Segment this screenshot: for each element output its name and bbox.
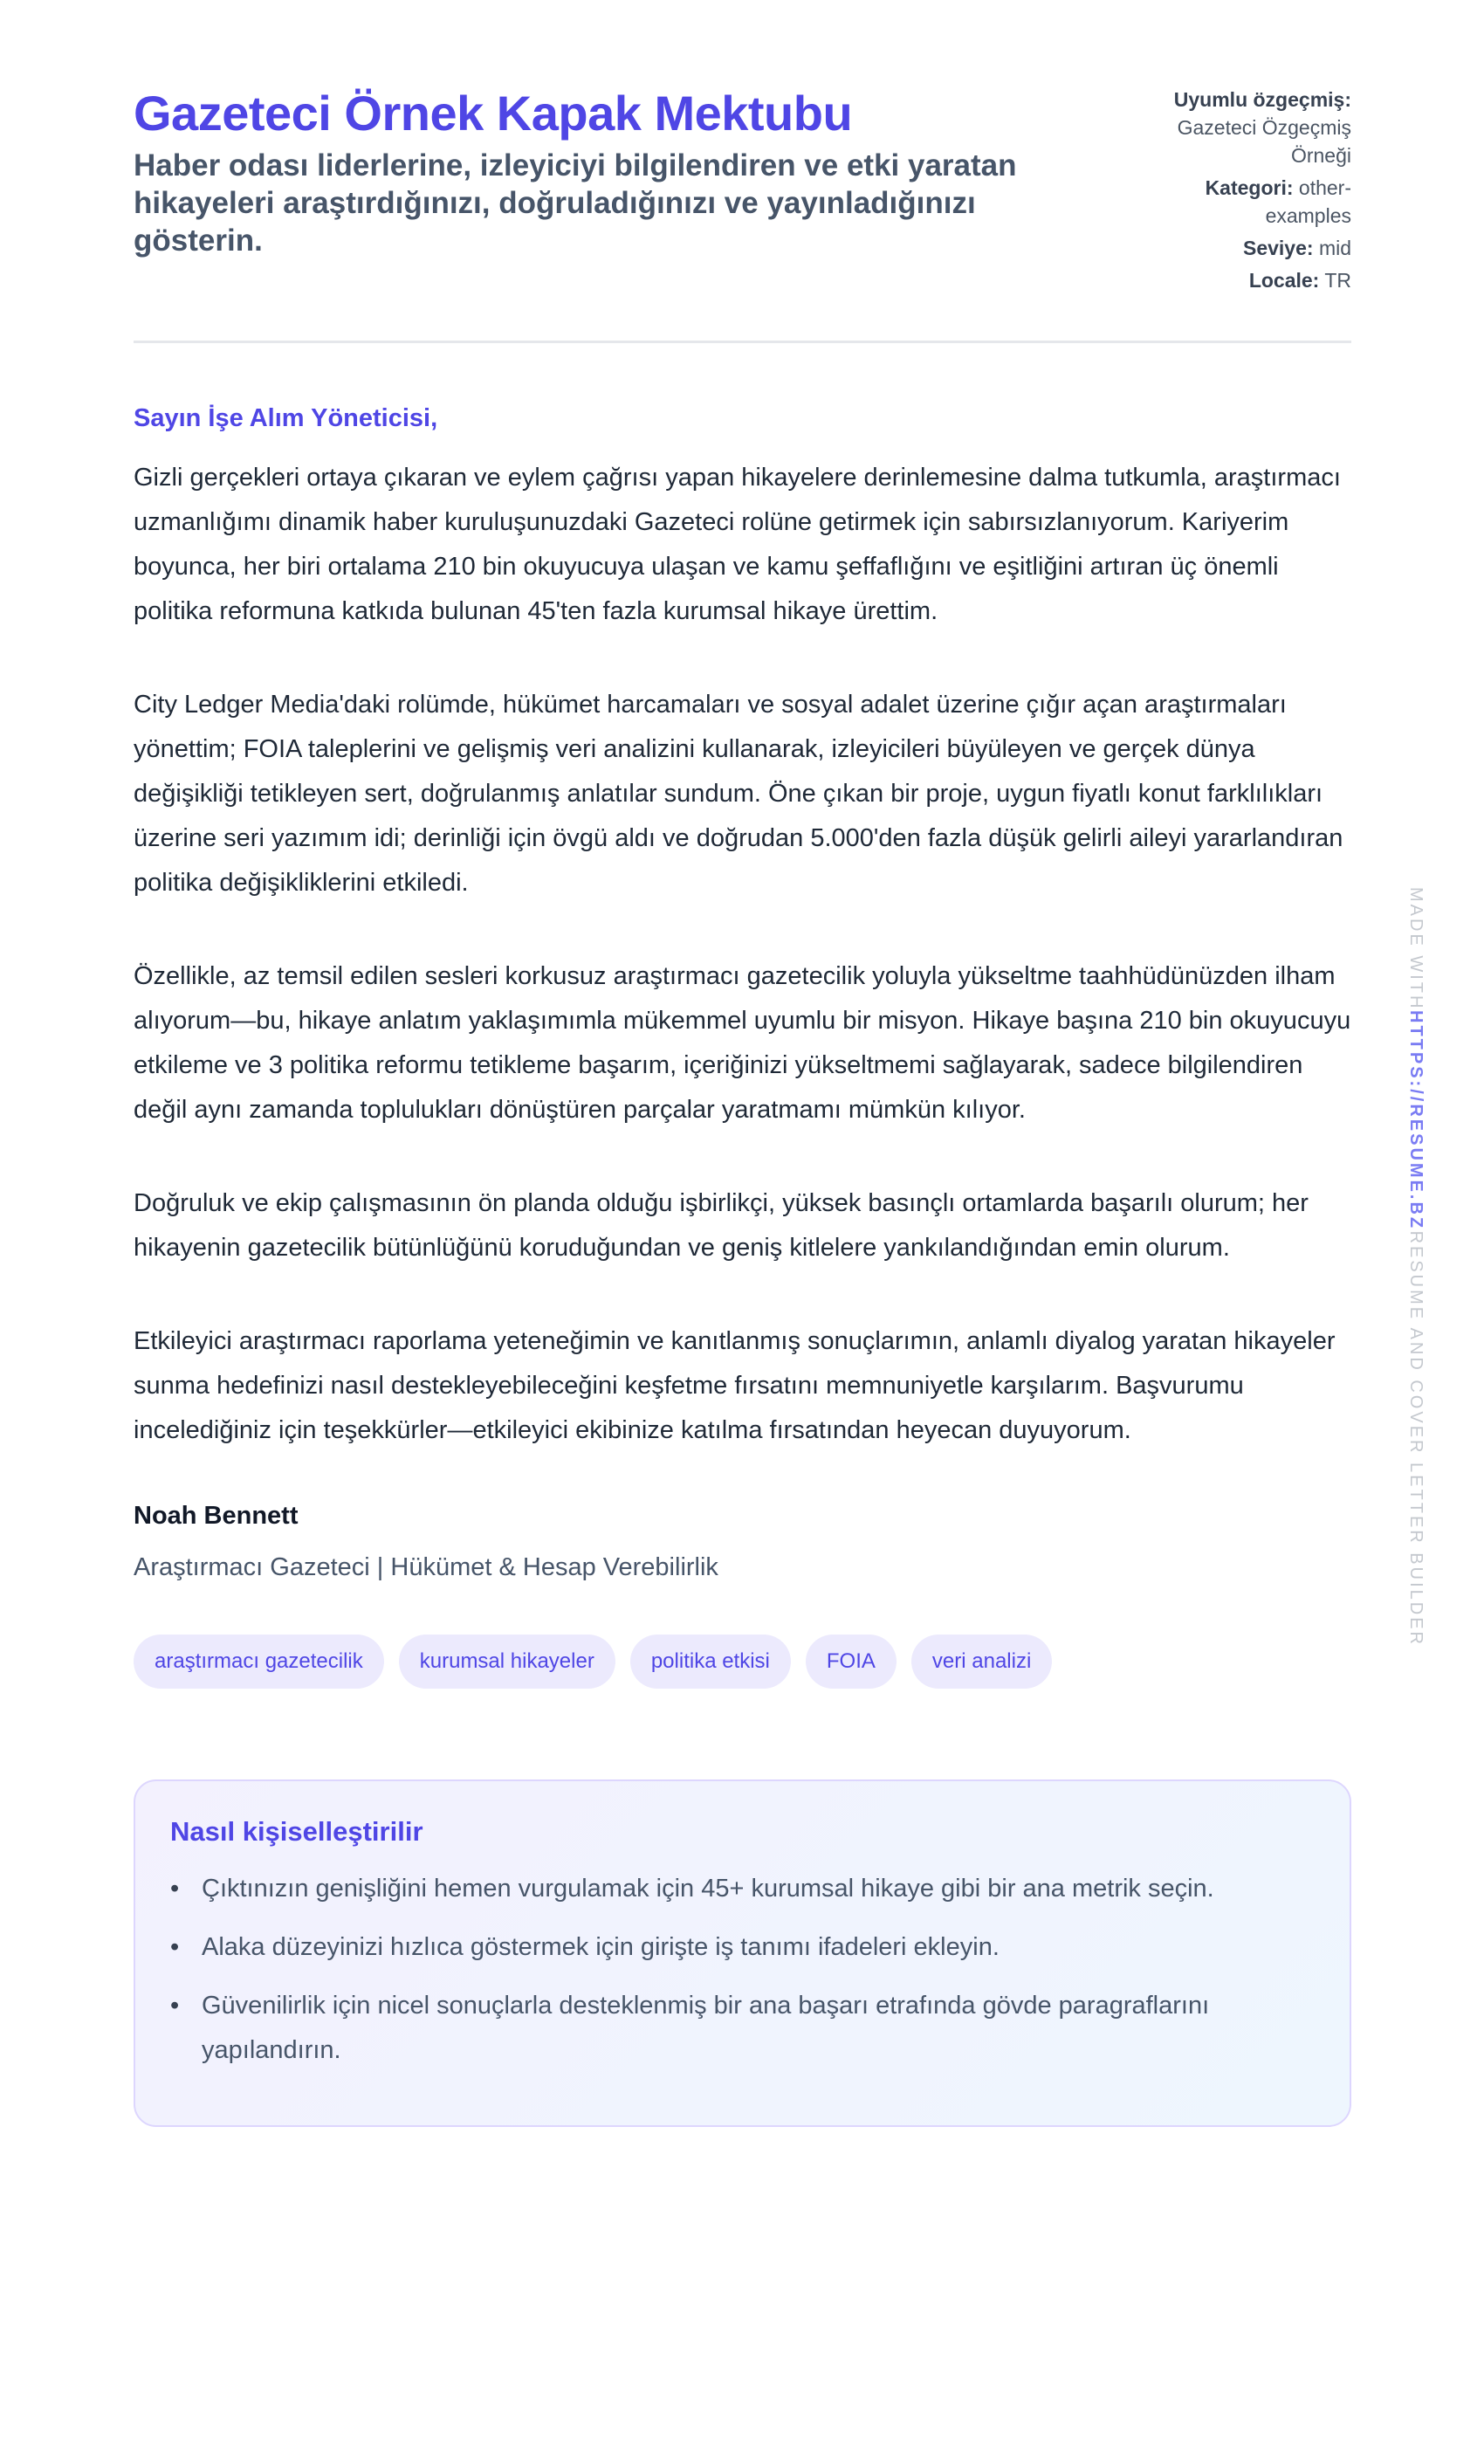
meta-info xyxy=(1151,86,1351,299)
watermark-link[interactable]: HTTPS://RESUME.BZ xyxy=(1406,1010,1426,1231)
page-title: Gazeteci Örnek Kapak Mektubu xyxy=(134,86,853,141)
meta-compatible-resume: Uyumlu özgeçmiş: Gazeteci Özgeçmiş Örneği xyxy=(1173,88,1351,167)
meta-level: Seviye: mid xyxy=(1242,237,1351,259)
signature-role: Araştırmacı Gazeteci | Hükümet & Hesap Verebilirlik xyxy=(134,1553,718,1581)
customization-tips xyxy=(134,1779,1351,2127)
letter-paragraph: Özellikle, az temsil edilen sesleri korkusuz araştırmacı gazetecilik yoluyla yükseltme taahhüdünüzden ilham alıyorum—bu, hikaye anlatım yaklaşımımla mükemmel uyumlu bir misyon. Hikaye başına 210 bin okuyucuyu etkileme ve 3 politika reformu tetikleme başarım, içeriğinizi yükseltmemi sağlayarak, sadece bilgilendiren değil aynı zamanda toplulukları dönüştüren parçalar yaratmamı mümkün kılıyor. xyxy=(134,962,1351,1124)
page-header xyxy=(134,0,1351,343)
tips-list xyxy=(170,1867,1315,2073)
tag[interactable]: araştırmacı gazetecilik xyxy=(134,1635,384,1689)
letter-paragraph: City Ledger Media'daki rolümde, hükümet harcamaları ve sosyal adalet üzerine çığır açan araştırmaları yönettim; FOIA taleplerini ve gelişmiş veri analizini kullanarak, izleyicileri büyüleyen ve gerçek dünya değişikliği tetikleyen sert, doğrulanmış anlatılar sundum. Öne çıkan bir proje, uygun fiyatlı konut farklılıkları üzerine seri yazımım idi; derinliği için övgü aldı ve doğrudan 5.000'den fazla düşük gelirli aileyi yararlandıran politika değişikliklerini etkiledi. xyxy=(134,691,1343,897)
tag[interactable]: FOIA xyxy=(806,1635,897,1689)
tag[interactable]: veri analizi xyxy=(911,1635,1052,1689)
meta-locale: Locale: TR xyxy=(1248,269,1351,292)
tip-item: • Alaka düzeyinizi hızlıca göstermek için girişte iş tanımı ifadeleri ekleyin. xyxy=(170,1925,1315,1970)
tip-item: • Güvenilirlik için nicel sonuçlarla desteklenmiş bir ana başarı etrafında gövde paragraflarını yapılandırın. xyxy=(170,1984,1315,2073)
cover-letter-page xyxy=(134,0,1351,2127)
letter-paragraph: Gizli gerçekleri ortaya çıkaran ve eylem çağrısı yapan hikayelere derinlemesine dalma tutkumla, araştırmacı uzmanlığımı dinamik haber kuruluşunuzdaki Gazeteci rolüne getirmek için sabırsızlanıyorum. Kariyerim boyunca, her biri ortalama 210 bin okuyucuya ulaşan ve kamu şeffaflığını ve eşitliğini artıran üç önemli politika reformuna katkıda bulunan 45'ten fazla kurumsal hikaye ürettim. xyxy=(134,464,1341,625)
page-subtitle: Haber odası liderlerine, izleyiciyi bilgilendiren ve etki yaratan hikayeleri araştırdığınızı, doğruladığınızı ve yayınladığınızı gösterin. xyxy=(134,148,1017,258)
meta-category: Kategori: other-examples xyxy=(1205,176,1351,227)
tip-item: • Çıktınızın genişliğini hemen vurgulamak için 45+ kurumsal hikaye gibi bir ana metrik seçin. xyxy=(170,1867,1315,1911)
letter-paragraph: Doğruluk ve ekip çalışmasının ön planda olduğu işbirlikçi, yüksek basınçlı ortamlarda başarılı olurum; her hikayenin gazetecilik bütünlüğünü koruduğundan ve geniş kitlelere yankılandığından emin olurum. xyxy=(134,1189,1309,1262)
greeting: Sayın İşe Alım Yöneticisi, xyxy=(134,404,438,432)
tag[interactable]: kurumsal hikayeler xyxy=(399,1635,615,1689)
signature-name: Noah Bennett xyxy=(134,1502,299,1530)
watermark: MADE WITHHTTPS://RESUME.BZRESUME AND COVER LETTER BUILDER xyxy=(1406,887,1426,1647)
letter-paragraph: Etkileyici araştırmacı raporlama yeteneğimin ve kanıtlanmış sonuçlarımın, anlamlı diyalog yaratan hikayeler sunma hedefinizi nasıl destekleyebileceğini keşfetme fırsatını memnuniyetle karşılarım. Başvurumu incelediğiniz için teşekkürler—etkileyici ekibinize katılma fırsatından heyecan duyuyorum. xyxy=(134,1327,1336,1444)
tag[interactable]: politika etkisi xyxy=(630,1635,791,1689)
tag-list xyxy=(134,1635,1351,1689)
tips-title: Nasıl kişiselleştirilir xyxy=(170,1816,423,1847)
